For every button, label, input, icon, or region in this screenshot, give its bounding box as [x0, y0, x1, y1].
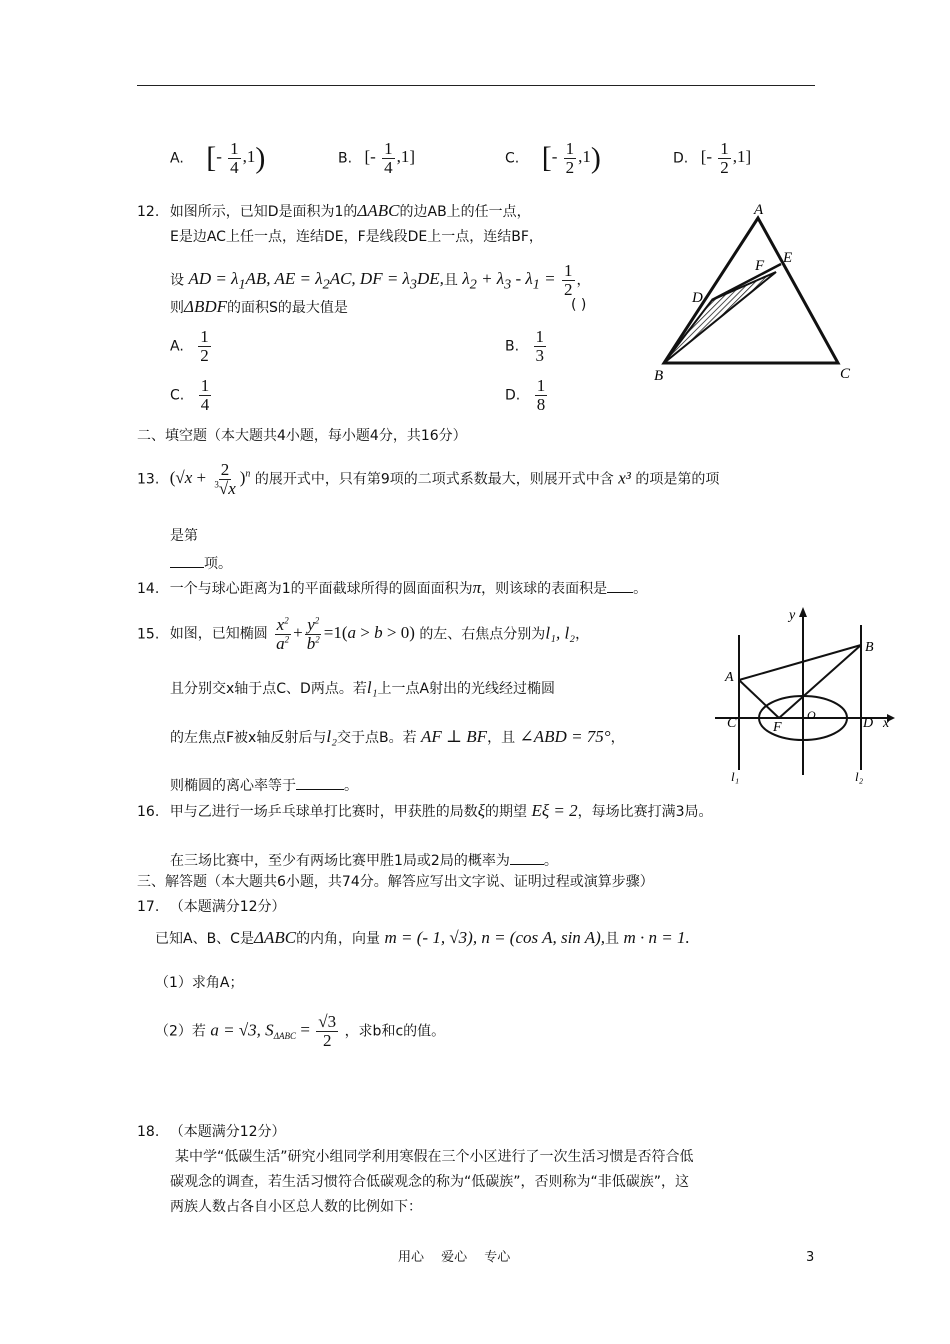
q16-line2: 在三场比赛中，至少有两场比赛甲胜1局或2局的概率为 。 — [170, 850, 558, 870]
q13-answer-blank[interactable] — [170, 553, 204, 568]
q12-answer-paren: ( ) — [571, 297, 587, 313]
svg-text:A: A — [725, 670, 734, 685]
svg-text:y: y — [789, 608, 796, 623]
q12-line4: 则ΔBDF的面积S的最大值是 — [170, 297, 348, 316]
q15-answer-blank[interactable] — [296, 775, 344, 790]
q17-header: 17. （本题满分12分） — [137, 899, 286, 915]
footer-motto: 用心 爱心 专心 — [398, 1250, 511, 1265]
q12-line2: E是边AC上任一点，连结DE，F是线段DE上一点，连结BF， — [170, 229, 543, 245]
svg-text:B: B — [865, 640, 874, 655]
q12-line3: 设 AD = $\lambda_1AB$, AE = $\lambda_2AC$, DF = $\lambda_3DE$,且 $\lambda_2 + \lambda_3 - \lambda_1$ = $\frac{1}{2}$ ， — [170, 261, 591, 299]
q15-ellipse-figure — [715, 605, 900, 785]
q12-option-b: B. $\frac{1}{3}$ — [505, 327, 545, 365]
section2-heading: 二、填空题（本大题共4小题，每小题4分，共16分） — [137, 428, 467, 444]
svg-text:E: E — [783, 250, 793, 266]
q12-option-d: D. $\frac{1}{8}$ — [505, 376, 546, 414]
q16-answer-blank[interactable] — [510, 850, 544, 865]
q12-option-a: A. $\frac{1}{2}$ — [170, 327, 209, 365]
svg-text:F: F — [773, 720, 782, 735]
svg-text:D: D — [863, 716, 874, 731]
q15-line2: 且分别交x轴于点C、D两点。若l₁上一点A射出的光线经过椭圆 — [170, 678, 556, 697]
triangle-bdf-shaded — [664, 272, 776, 363]
q15-line4: 则椭圆的离心率等于 。 — [170, 775, 358, 795]
header-rule — [137, 85, 815, 86]
svg-text:l₁: l₁ — [731, 769, 740, 784]
section3-heading: 三、解答题（本大题共6小题，共74分。解答应写出文字说、证明过程或演算步骤） — [137, 874, 654, 890]
svg-text:x: x — [883, 716, 890, 731]
q12-triangle-figure — [650, 200, 870, 390]
q18-header: 18. （本题满分12分） — [137, 1124, 286, 1140]
q12-option-c: C. $\frac{1}{4}$ — [170, 376, 210, 414]
q11-option-c: C. [- $\frac{1}{2}$ ,1) — [505, 139, 601, 177]
q13-line3: 项。 — [170, 553, 232, 573]
q18-line1: 某中学“低碳生活”研究小组同学利用寒假在三个小区进行了一次生活习惯是否符合低 — [175, 1149, 694, 1165]
q17-line1: 已知A、B、C是ΔABC的内角，向量 m = (- 1, √3), n = (cos A, sin A),且 m · n = 1. — [155, 928, 690, 947]
q11-option-d: D. [- $\frac{1}{2}$ ,1] — [673, 139, 752, 177]
svg-text:D: D — [692, 290, 703, 306]
q13-line1: 13. (√x + $\frac{2}{^3√x}$ )$^n$ 的展开式中，只有第9项的二项式系数最大，则展开式中含 x³ 的项是第的项 — [137, 460, 720, 498]
svg-text:l₂: l₂ — [855, 769, 864, 784]
q15-line1: 15. 如图，已知椭圆 $\frac{x^2}{a^2}$ + $\frac{y^2}{b^2}$ =1(a > b > 0) 的左、右焦点分别为l₁, l₂， — [137, 615, 590, 653]
q11-option-a: A. [- $\frac{1}{4}$ ,1) — [170, 139, 266, 177]
svg-text:A: A — [754, 202, 764, 218]
q11-option-b: B. [- $\frac{1}{4}$ ,1] — [338, 139, 416, 177]
q13-line2: 是第 — [170, 528, 198, 544]
svg-text:C: C — [727, 716, 737, 731]
q16-line1: 16. 甲与乙进行一场乒乓球单打比赛时，甲获胜的局数ξ的期望 Eξ = 2，每场比赛打满3局。 — [137, 801, 713, 820]
q14-answer-blank[interactable] — [607, 578, 633, 593]
svg-text:B: B — [654, 368, 664, 384]
q17-part1: （1）求角A； — [155, 975, 244, 991]
svg-text:O: O — [807, 708, 816, 722]
q18-line3: 两族人数占各自小区总人数的比例如下： — [170, 1199, 422, 1215]
q14-line: 14. 一个与球心距离为1的平面截球所得的圆面面积为π，则该球的表面积是 。 — [137, 578, 648, 597]
q18-line2: 碳观念的调查，若生活习惯符合低碳观念的称为“低碳族”，否则称为“非低碳族”，这 — [170, 1174, 690, 1190]
svg-text:F: F — [755, 258, 765, 274]
q15-line3: 的左焦点F被x轴反射后与l₂交于点B。若 AF ⊥ BF，且 ∠ABD = 75°， — [170, 727, 625, 746]
q12-line1: 12. 如图所示，已知D是面积为1的ΔABC的边AB上的任一点， — [137, 201, 531, 220]
page-number: 3 — [806, 1250, 815, 1265]
svg-text:C: C — [840, 366, 851, 382]
q17-part2: （2）若 a = √3, $S_{\Delta ABC}$ = $\frac{√3}{2}$ ，求b和c的值。 — [155, 1012, 446, 1050]
